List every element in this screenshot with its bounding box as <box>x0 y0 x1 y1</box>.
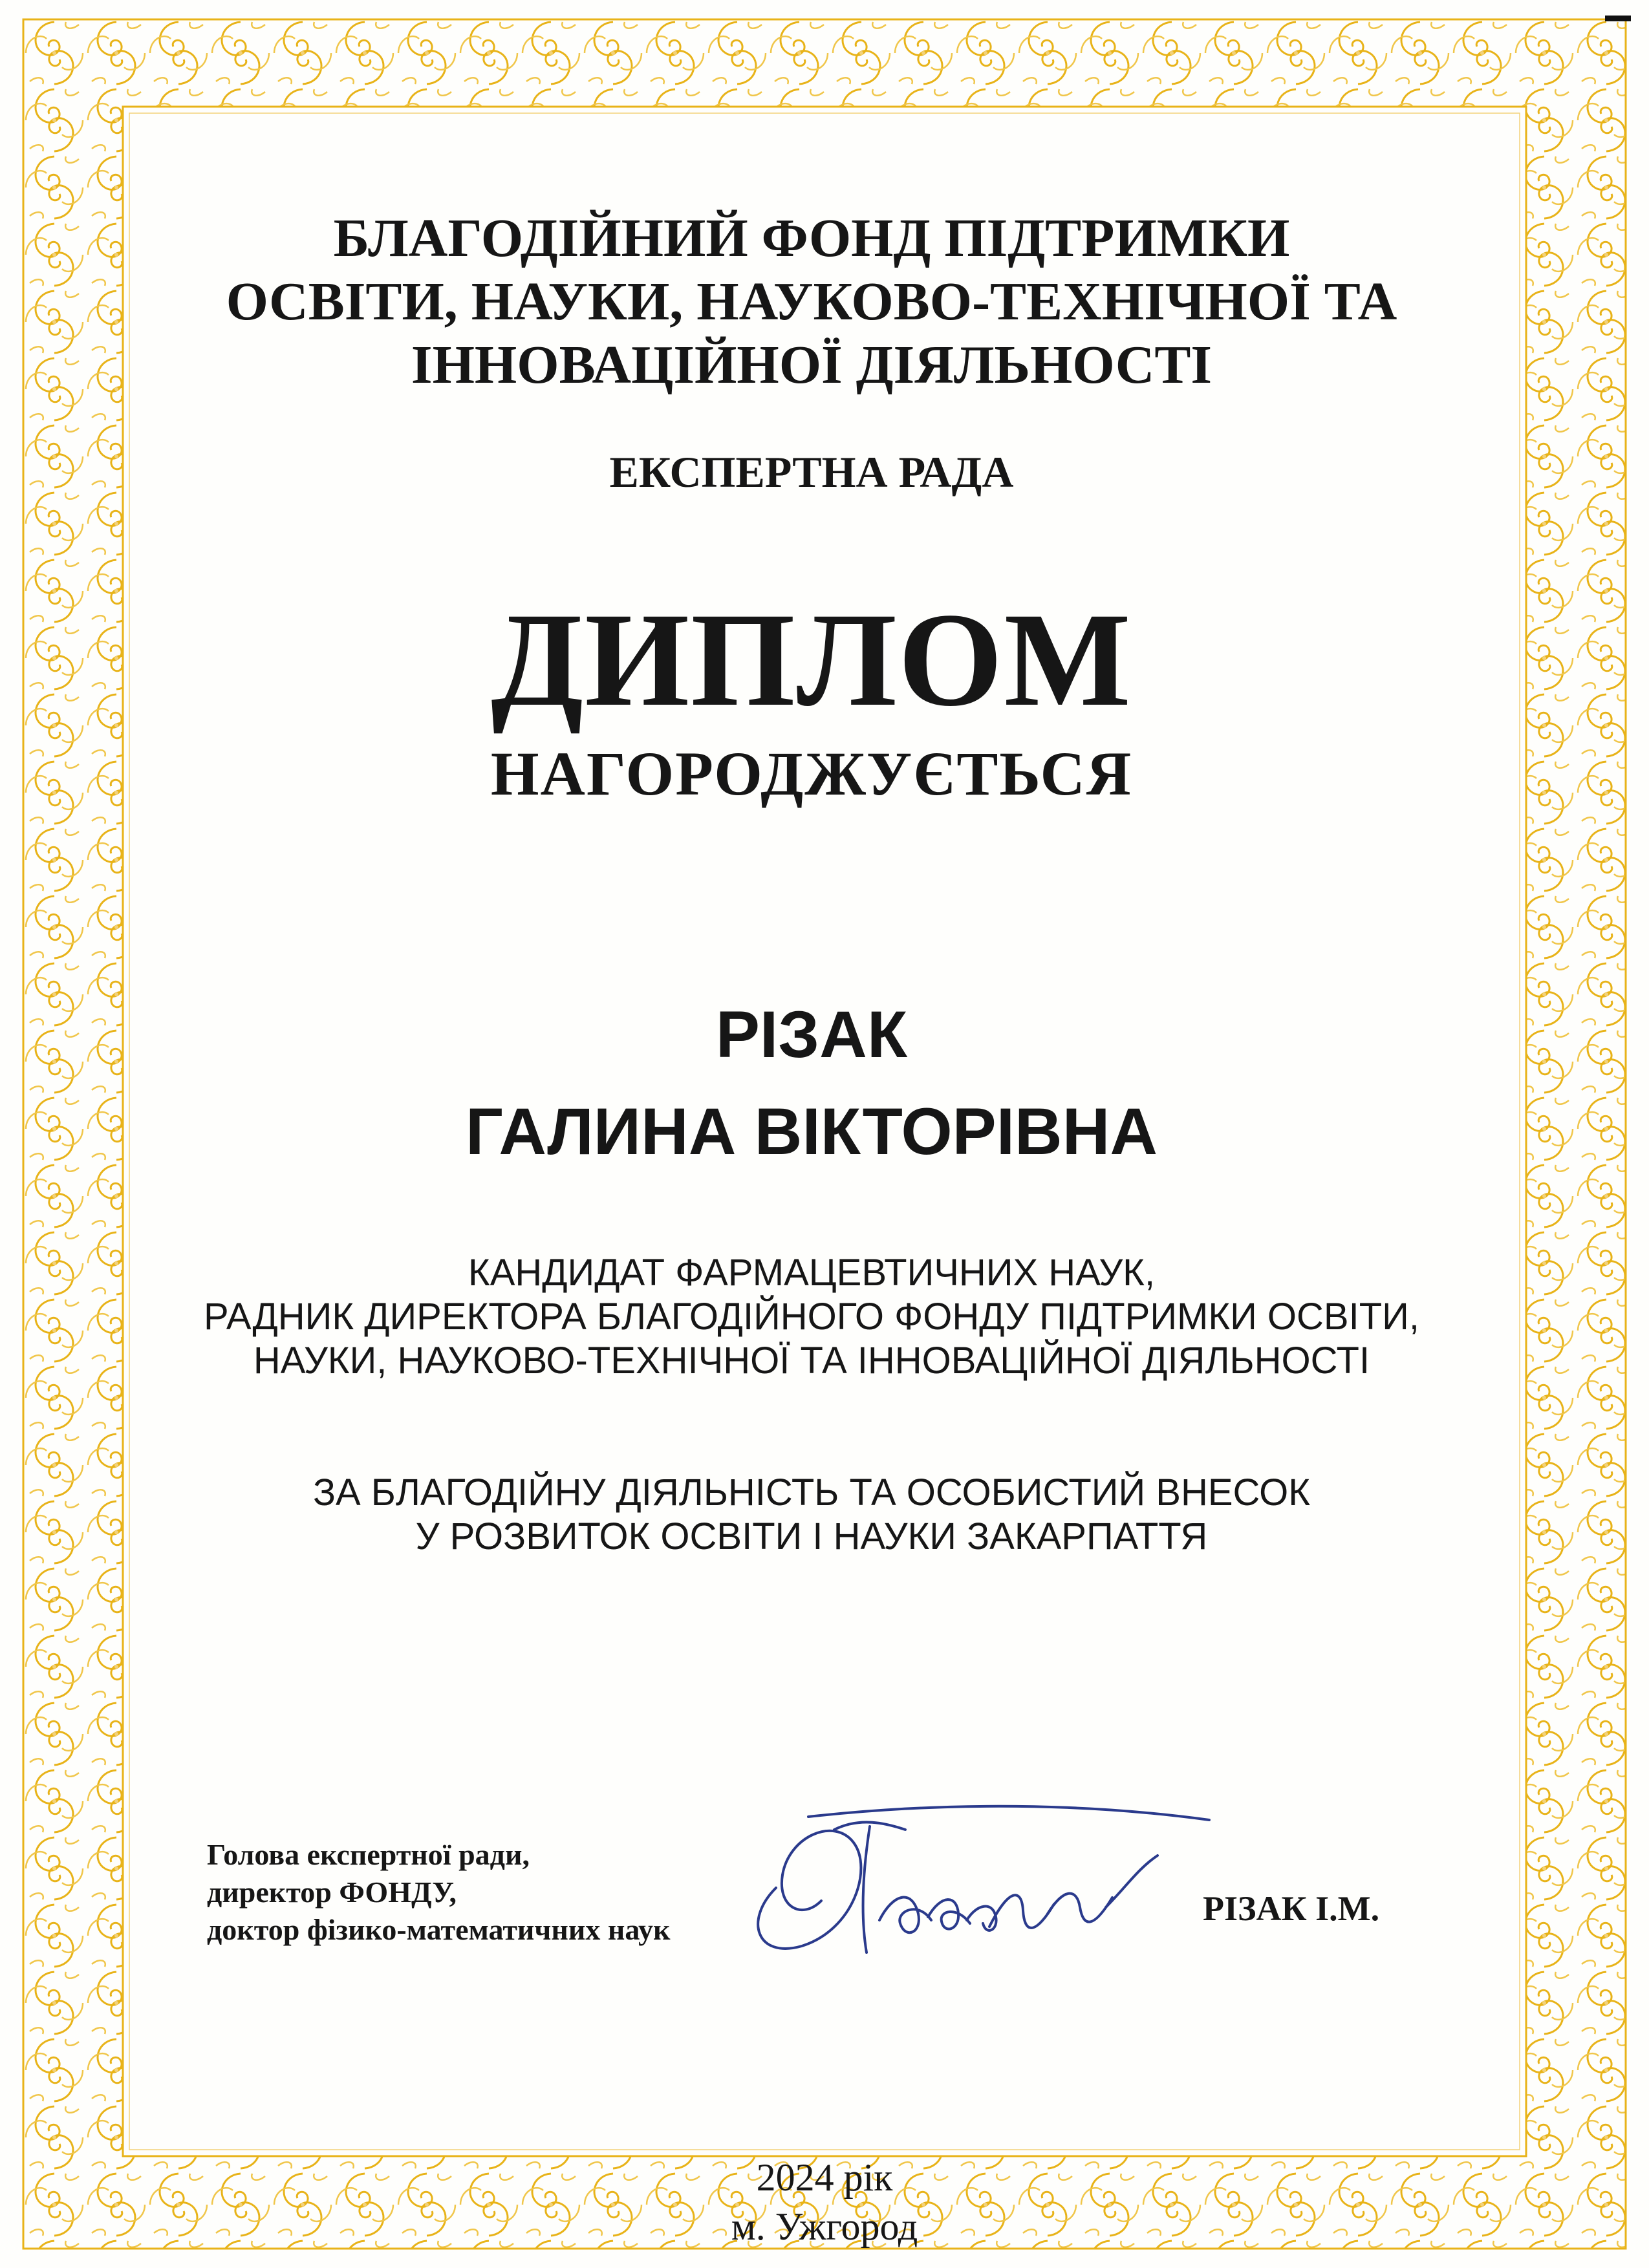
issue-details <box>0 2153 1649 2251</box>
organization-line: БЛАГОДІЙНИЙ ФОНД ПІДТРИМКИ <box>333 208 1290 268</box>
signer-titles <box>207 1836 724 1949</box>
signer-title-line: Голова експертної ради, <box>207 1838 530 1871</box>
position-line: КАНДИДАТ ФАРМАЦЕВТИЧНИХ НАУК, <box>468 1252 1156 1294</box>
recipient-name <box>165 986 1458 1180</box>
organization-line: ІННОВАЦІЙНОЇ ДІЯЛЬНОСТІ <box>411 335 1212 395</box>
issue-city: м. Ужгород <box>731 2205 918 2248</box>
awarded-label: НАГОРОДЖУЄТЬСЯ <box>490 739 1133 808</box>
reason-line: У РОЗВИТОК ОСВІТИ І НАУКИ ЗАКАРПАТТЯ <box>415 1515 1208 1557</box>
issue-year: 2024 рік <box>756 2156 893 2199</box>
award-reason <box>165 1471 1458 1559</box>
signer-title-line: директор ФОНДУ, <box>207 1876 457 1909</box>
reason-line: ЗА БЛАГОДІЙНУ ДІЯЛЬНІСТЬ ТА ОСОБИСТИЙ ВНЕСОК <box>312 1471 1311 1514</box>
signer-name: РІЗАК І.М. <box>1203 1889 1380 1928</box>
position-line: НАУКИ, НАУКОВО-ТЕХНІЧНОЇ ТА ІННОВАЦІЙНОЇ ДІЯЛЬНОСТІ <box>253 1340 1370 1382</box>
expert-council-heading: ЕКСПЕРТНА РАДА <box>609 447 1014 497</box>
recipient-given-names: ГАЛИНА ВІКТОРІВНА <box>465 1095 1158 1168</box>
handwritten-signature <box>731 1791 1222 1985</box>
scan-edge-mark <box>1605 16 1631 21</box>
diploma-title: ДИПЛОМ <box>491 585 1132 734</box>
position-line: РАДНИК ДИРЕКТОРА БЛАГОДІЙНОГО ФОНДУ ПІДТРИМКИ ОСВІТИ, <box>204 1296 1419 1338</box>
signer-title-line: доктор фізико-математичних наук <box>207 1913 671 1946</box>
organization-line: ОСВІТИ, НАУКИ, НАУКОВО-ТЕХНІЧНОЇ ТА <box>226 272 1397 332</box>
recipient-surname: РІЗАК <box>715 998 908 1071</box>
recipient-positions <box>165 1251 1458 1383</box>
organization-name <box>165 207 1458 397</box>
